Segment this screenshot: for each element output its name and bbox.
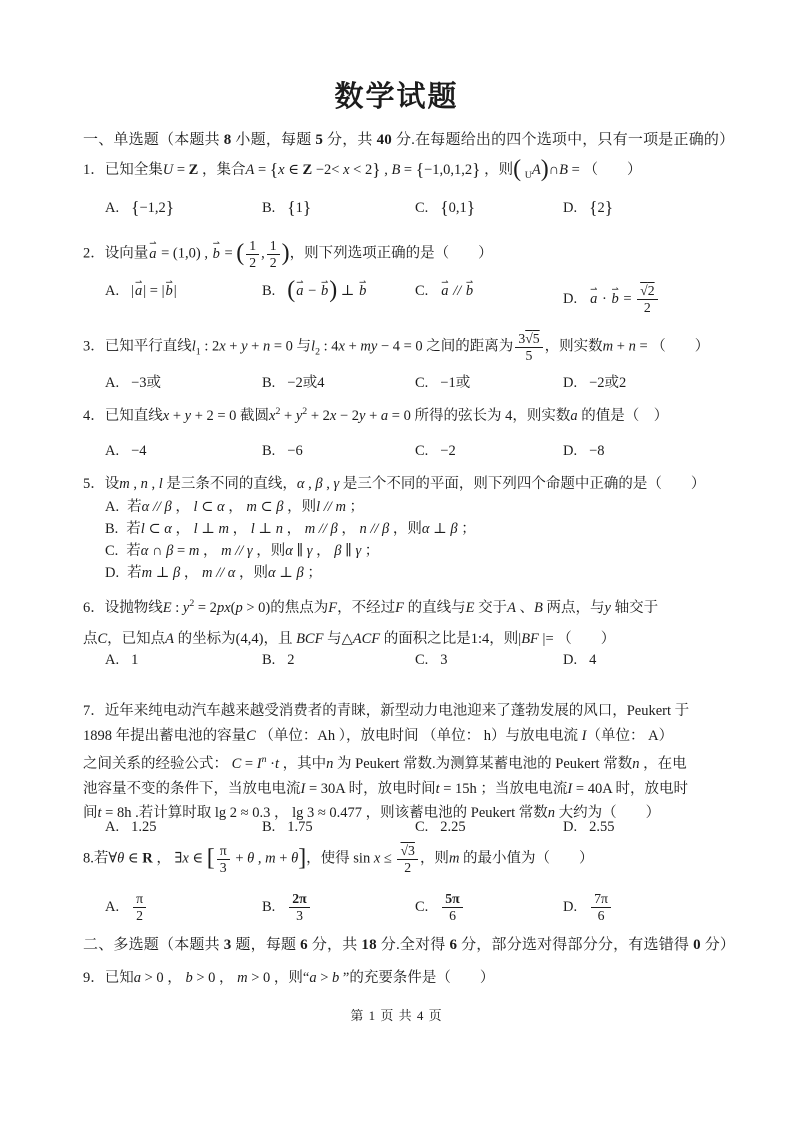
question-7-stem <box>83 699 738 826</box>
question-4-stem: 4．已知直线x + y + 2 = 0 截圆$x^2 + y^2 + 2x - 2y + a = 0$ 所得的弦长为 4，则实数a 的值是（ ） <box>83 406 669 424</box>
question-6-option-c: C. 3 <box>415 652 448 668</box>
question-3-option-a: A. −3或 <box>105 375 162 391</box>
question-7-option-a: A. 1.25 <box>105 819 157 835</box>
question-4-options <box>83 443 793 473</box>
question-1-option-b: B. {1} <box>262 197 312 218</box>
question-7-stem-line-3: 之间关系的经验公式： $C = I^n \cdot t$ ，其中n 为 Peukert 常数.为测算某蓄电池的 Peukert 常数n ，在电 <box>83 754 687 773</box>
question-8-option-d: D. $\frac{7\pi}{6}$ <box>563 891 613 924</box>
question-8-option-a: A. $\frac{\pi}{2}$ <box>105 891 148 924</box>
question-4-option-b: B. −6 <box>262 443 303 459</box>
question-3-option-b: B. −2或4 <box>262 375 325 391</box>
question-4-option-a: A. −4 <box>105 443 147 459</box>
question-6-option-b: B. 2 <box>262 652 295 668</box>
question-7-option-c: C. 2.25 <box>415 819 466 835</box>
page-footer: 第 1 页 共 4 页 <box>350 1008 443 1023</box>
question-9-stem: 9．已知a > 0 ， b > 0 ， m > 0 ，则“a > b ”的充要条件是（ ） <box>83 970 495 986</box>
question-2-options <box>83 277 793 333</box>
question-7-option-b: B. 1.75 <box>262 819 313 835</box>
question-3-stem: 3．已知平行直线$l_1$ : 2x + y + n = 0 与$l_2$ : 4x + my − 4 = 0 之间的距离为 $\frac{3 √ 5}{5}$ ，则实数m + n = （ ） <box>83 331 738 364</box>
question-1-options <box>83 197 793 230</box>
question-2-option-b: B. (⇀ a − ⇀ b) ⊥ ⇀ b <box>262 283 367 300</box>
question-7-stem-line-5: 间t = 8h .若计算时取 lg 2 ≈ 0.3 ， lg 3 ≈ 0.477 ，则该蓄电池的 Peukert 常数n 大约为（ ） <box>83 805 661 822</box>
question-3-option-c: C. −1或 <box>415 375 471 391</box>
question-2-option-d: D. ⇀ a · ⇀ b = √ $\frac{2}{2}$ <box>563 283 660 316</box>
question-2-stem: 2．设向量⇀ a = (1,0) , ⇀ b = ( $\frac{1}{2}$ , $\frac{1}{2}$ )，则下列选项正确的是（ ） <box>83 238 738 271</box>
question-6-stem-line-1: 6．设抛物线E : $y^2 = 2px(p > 0)$的焦点为F，不经过F 的直线与E 交于A 、B 两点，与y 轴交于 <box>83 598 659 616</box>
question-2-option-c: C. ⇀ a // ⇀ b <box>415 283 474 300</box>
question-8-stem: 8.若∀θ ∈ R ， ∃x ∈ [ $\frac{\pi}{3}$ + θ , m + θ]，使得 sin x ≤ √ $\frac{3}{2}$ ，则m 的最小值为（ ） <box>83 843 738 876</box>
question-1-stem: 1．已知全集U = Z ，集合A = {x ∈ Z −2< x < 2} , B = {−1,0,1,2} ，则( $_U$A)∩B = （ ） <box>83 156 642 183</box>
question-7-stem-line-1: 7．近年来纯电动汽车越来越受消费者的青睐，新型动力电池迎来了蓬勃发展的风口，Peukert 于 <box>83 703 690 719</box>
question-4-option-d: D. −8 <box>563 443 605 459</box>
question-6-stem-line-2: 点C，已知点A 的坐标为(4,4)，且 BCF 与△ACF 的面积之比是1:4，则|BF |= （ ） <box>83 631 616 647</box>
question-7-stem-line-4: 池容量不变的条件下，当放电电流I = 30A 时，放电时间t = 15h ；当放电电流I = 40A 时，放电时 <box>83 780 688 797</box>
question-1-option-d: D. {2} <box>563 197 614 218</box>
section-1-header: 一、单选题（本题共 8 小题，每题 5 分，共 40 分.在每题给出的四个选项中，只有一项是正确的） <box>83 132 735 148</box>
question-3-options <box>83 371 793 401</box>
question-5-option-c: C. 若α ∩ β = m ， m // γ ，则α ∥ γ ， β ∥ γ ； <box>105 543 380 559</box>
question-5-option-a: A. 若α // β ， l ⊂ α ， m ⊂ β ，则l // m ； <box>105 499 365 515</box>
question-5-option-b: B. 若l ⊂ α ， l ⊥ m ， l ⊥ n ， m // β ， n // β ，则α ⊥ β ； <box>105 521 476 537</box>
question-7-option-d: D. 2.55 <box>563 819 615 835</box>
question-4-option-c: C. −2 <box>415 443 456 459</box>
question-6-options <box>83 652 793 682</box>
question-2-option-a: A. |⇀ a| = |⇀ b| <box>105 283 177 300</box>
question-8-option-c: C. $\frac{5\pi}{6}$ <box>415 891 465 924</box>
page-title: 数学试题 <box>334 81 459 113</box>
question-8-option-b: B. $\frac{2\pi}{3}$ <box>262 891 312 924</box>
question-5-stem: 5．设m , n , l 是三条不同的直线，α , β , γ 是三个不同的平面，则下列四个命题中正确的是（ ） <box>83 476 706 492</box>
question-1-option-c: C. {0,1} <box>415 197 476 218</box>
question-5-options <box>105 496 738 584</box>
question-6-option-d: D. 4 <box>563 652 597 668</box>
question-5-option-d: D. 若m ⊥ β ， m // α ，则α ⊥ β ； <box>105 565 322 581</box>
question-8-options <box>83 891 793 939</box>
section-2-header: 二、多选题（本题共 3 题，每题 6 分，共 18 分.全对得 6 分，部分选对得部分分，有选错得 0 分） <box>83 937 736 953</box>
question-7-stem-line-2: 1898 年提出蓄电池的容量C （单位：Ah ），放电时间 （单位： h）与放电电流 I（单位： A） <box>83 727 674 744</box>
question-1-option-a: A. {−1,2} <box>105 197 175 218</box>
question-3-option-d: D. −2或2 <box>563 375 627 391</box>
question-6-option-a: A. 1 <box>105 652 139 668</box>
